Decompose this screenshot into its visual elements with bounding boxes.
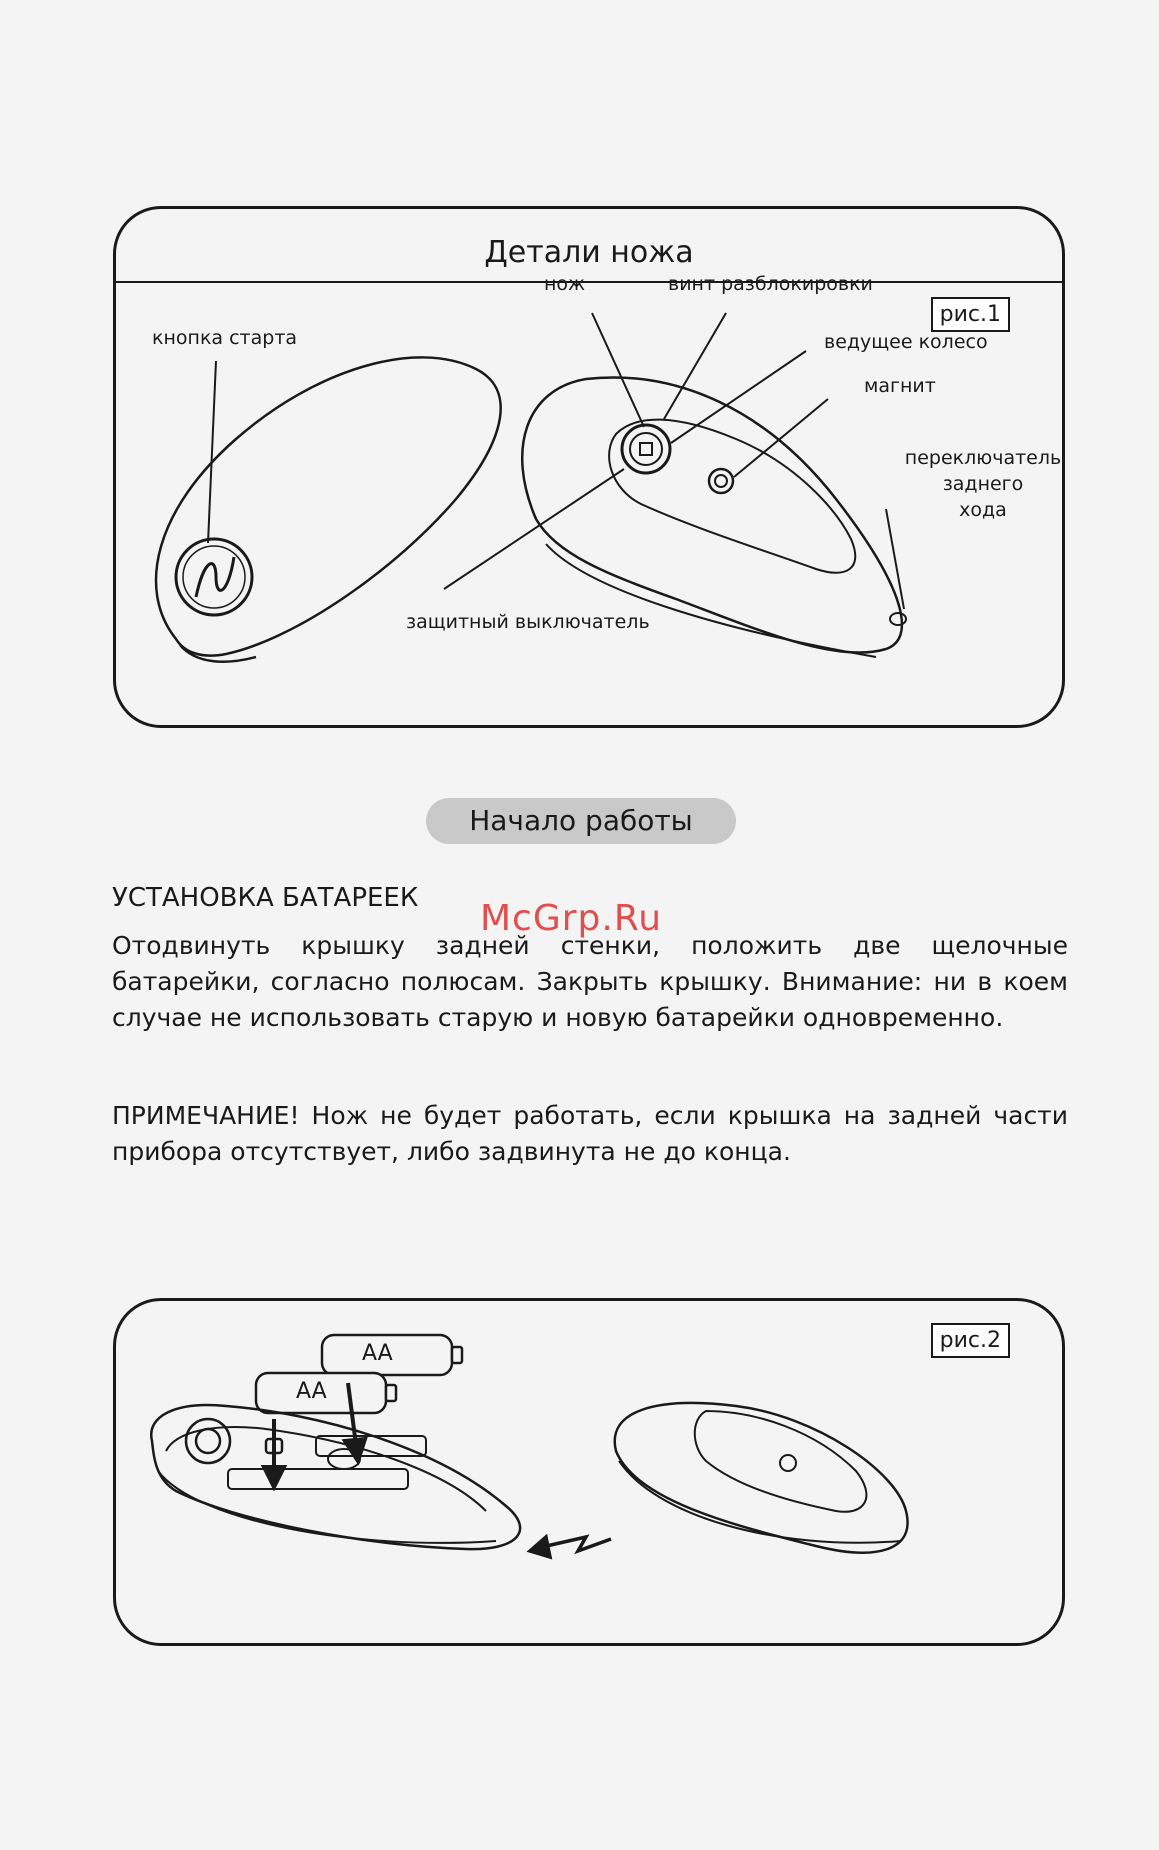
- callout-reverse-switch-line3: хода: [959, 499, 1007, 521]
- callout-magnet: магнит: [864, 375, 936, 397]
- callout-lines: [444, 313, 904, 609]
- callout-start-button: кнопка старта: [152, 327, 298, 349]
- magnet-icon: [709, 469, 733, 493]
- install-heading: УСТАНОВКА БАТАРЕЕК: [112, 883, 419, 913]
- section-title-pill: Начало работы: [426, 798, 736, 844]
- knife-parts-panel: [113, 206, 1065, 728]
- note-body: ПРИМЕЧАНИЕ! Нож не будет работать, если крышка на задней части прибора отсутствует, либо задвинута не до конца.: [112, 1101, 1068, 1166]
- callout-line: [208, 361, 216, 543]
- drive-wheel-icon: [186, 1419, 282, 1463]
- callout-drive-wheel: ведущее колесо: [824, 331, 988, 353]
- figure-label: рис.1: [931, 297, 1010, 332]
- callout-reverse-switch: [898, 445, 1068, 523]
- battery-label: AA: [362, 1341, 393, 1366]
- watermark: McGrp.Ru: [480, 898, 663, 939]
- slide-arrow-icon: [530, 1537, 611, 1557]
- magnet-icon: [780, 1455, 796, 1471]
- figure-label: рис.2: [931, 1323, 1010, 1358]
- install-body: Отодвинуть крышку задней стенки, положить две щелочные батарейки, согласно полюсам. Закрыть крышку. Внимание: ни в коем случае не использовать старую и новую батарейки одновременно.: [112, 931, 1068, 1032]
- callout-knife: нож: [544, 273, 586, 295]
- reverse-switch-icon: [890, 613, 906, 625]
- drive-wheel-icon: [622, 425, 670, 473]
- device-open-view: [151, 1405, 520, 1549]
- callout-unlock-screw: винт разблокировки: [668, 273, 873, 295]
- panel-title: Детали ножа: [484, 235, 694, 270]
- callout-reverse-switch-line2: заднего: [942, 473, 1024, 495]
- battery-install-panel: [113, 1298, 1065, 1646]
- callout-reverse-switch-line1: переключатель: [904, 447, 1062, 469]
- battery-label: AA: [296, 1379, 327, 1404]
- battery-install-diagram: [116, 1301, 1062, 1643]
- callout-safety-switch: защитный выключатель: [406, 611, 650, 633]
- device-closed-view: [615, 1403, 908, 1553]
- start-button-icon: [176, 539, 252, 615]
